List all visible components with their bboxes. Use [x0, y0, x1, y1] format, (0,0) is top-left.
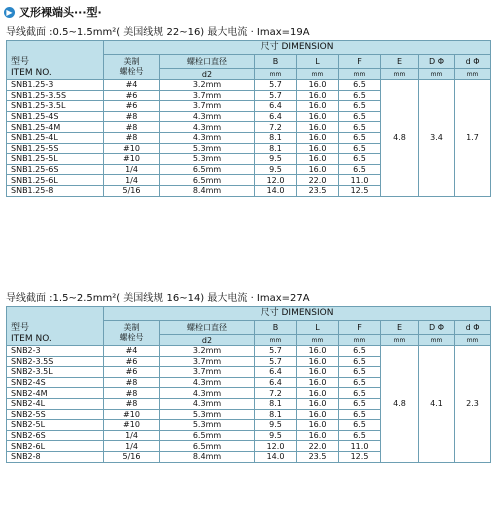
hole-sym-header: d2 [160, 335, 255, 346]
hole-diameter-cell: 3.7mm [160, 356, 255, 367]
b-cell: 6.4 [255, 101, 297, 112]
l-cell: 23.5 [297, 451, 339, 462]
bolt-header: 美制 螺栓号 [104, 55, 160, 80]
model-cell: SNB1.25-6L [7, 175, 104, 186]
hole-diameter-cell: 8.4mm [160, 185, 255, 196]
l-cell: 16.0 [297, 122, 339, 133]
hole-diameter-cell: 6.5mm [160, 164, 255, 175]
bolt-cell: #8 [104, 122, 160, 133]
bullet-icon: ▶ [4, 7, 15, 18]
model-cell: SNB1.25-3 [7, 80, 104, 91]
unit-mm: mm [419, 69, 455, 80]
f-cell: 6.5 [339, 430, 381, 441]
hole-diameter-cell: 3.2mm [160, 346, 255, 357]
model-cell: SNB2-3.5S [7, 356, 104, 367]
model-cell: SNB1.25-5L [7, 154, 104, 165]
hole-diameter-cell: 6.5mm [160, 441, 255, 452]
bolt-cell: #4 [104, 346, 160, 357]
bolt-cell: #6 [104, 101, 160, 112]
bolt-cell: #8 [104, 398, 160, 409]
col-dphi-header: D Φ [419, 321, 455, 335]
unit-mm: mm [297, 335, 339, 346]
l-cell: 23.5 [297, 185, 339, 196]
hole-diameter-cell: 4.3mm [160, 388, 255, 399]
unit-mm: mm [419, 335, 455, 346]
bolt-cell: #8 [104, 377, 160, 388]
hole-diameter-cell: 5.3mm [160, 154, 255, 165]
f-cell: 12.5 [339, 451, 381, 462]
table-row [7, 80, 491, 91]
b-cell: 8.1 [255, 132, 297, 143]
hole-diameter-cell: 3.7mm [160, 90, 255, 101]
model-cell: SNB2-8 [7, 451, 104, 462]
l-cell: 16.0 [297, 388, 339, 399]
l-cell: 16.0 [297, 409, 339, 420]
page-title-text: 叉形裸端头···型· [19, 6, 102, 19]
col-f-header: F [339, 321, 381, 335]
bolt-cell: #6 [104, 356, 160, 367]
b-cell: 12.0 [255, 441, 297, 452]
l-cell: 16.0 [297, 90, 339, 101]
model-cell: SNB1.25-8 [7, 185, 104, 196]
l-cell: 16.0 [297, 346, 339, 357]
hole-diameter-cell: 3.7mm [160, 101, 255, 112]
model-cell: SNB2-6S [7, 430, 104, 441]
b-cell: 9.5 [255, 420, 297, 431]
bolt-cell: 1/4 [104, 441, 160, 452]
l-cell: 16.0 [297, 367, 339, 378]
model-header-en: ITEM NO. [11, 68, 52, 78]
model-cell: SNB1.25-5S [7, 143, 104, 154]
bolt-cell: #6 [104, 367, 160, 378]
spec-section-1 [6, 26, 490, 197]
hole-diameter-cell: 5.3mm [160, 420, 255, 431]
bolt-cell: #10 [104, 143, 160, 154]
model-cell: SNB1.25-4M [7, 122, 104, 133]
b-cell: 9.5 [255, 164, 297, 175]
l-cell: 22.0 [297, 175, 339, 186]
model-cell: SNB1.25-3.5S [7, 90, 104, 101]
bolt-cell: #10 [104, 154, 160, 165]
d-phi-cell: 3.4 [419, 80, 455, 197]
f-cell: 6.5 [339, 80, 381, 91]
f-cell: 6.5 [339, 420, 381, 431]
hole-diameter-cell: 4.3mm [160, 122, 255, 133]
col-e-header: E [381, 321, 419, 335]
model-cell: SNB2-3.5L [7, 367, 104, 378]
bolt-cell: #4 [104, 80, 160, 91]
l-cell: 16.0 [297, 356, 339, 367]
bolt-cell: 1/4 [104, 175, 160, 186]
model-header-en: ITEM NO. [11, 334, 52, 344]
spec-table [6, 40, 491, 197]
b-cell: 9.5 [255, 430, 297, 441]
col-b-header: B [255, 55, 297, 69]
spec-section-2 [6, 292, 490, 463]
b-cell: 7.2 [255, 122, 297, 133]
l-cell: 16.0 [297, 430, 339, 441]
hole-header: 螺栓口直径 [160, 55, 255, 69]
l-cell: 16.0 [297, 111, 339, 122]
col-f-header: F [339, 55, 381, 69]
model-cell: SNB2-4S [7, 377, 104, 388]
spec-table [6, 306, 491, 463]
bolt-cell: #10 [104, 409, 160, 420]
model-cell: SNB2-5S [7, 409, 104, 420]
f-cell: 6.5 [339, 367, 381, 378]
col-l-header: L [297, 321, 339, 335]
l-cell: 22.0 [297, 441, 339, 452]
l-cell: 16.0 [297, 143, 339, 154]
b-cell: 8.1 [255, 398, 297, 409]
unit-mm: mm [455, 335, 491, 346]
unit-mm: mm [455, 69, 491, 80]
model-header [7, 41, 104, 80]
b-cell: 14.0 [255, 451, 297, 462]
col-dphi-header: D Φ [419, 55, 455, 69]
dimension-header: 尺寸 DIMENSION [104, 307, 491, 321]
hole-diameter-cell: 4.3mm [160, 132, 255, 143]
hole-diameter-cell: 4.3mm [160, 398, 255, 409]
unit-mm: mm [381, 69, 419, 80]
bolt-cell: #10 [104, 420, 160, 431]
col-b-header: B [255, 321, 297, 335]
l-cell: 16.0 [297, 80, 339, 91]
bolt-cell: #8 [104, 132, 160, 143]
page-title [4, 4, 102, 20]
b-cell: 6.4 [255, 367, 297, 378]
unit-mm: mm [381, 335, 419, 346]
hole-header: 螺栓口直径 [160, 321, 255, 335]
bolt-cell: 1/4 [104, 164, 160, 175]
unit-mm: mm [339, 335, 381, 346]
model-cell: SNB2-3 [7, 346, 104, 357]
b-cell: 8.1 [255, 143, 297, 154]
model-cell: SNB1.25-3.5L [7, 101, 104, 112]
model-cell: SNB1.25-4L [7, 132, 104, 143]
bolt-cell: 1/4 [104, 430, 160, 441]
f-cell: 6.5 [339, 122, 381, 133]
bolt-cell: 5/16 [104, 451, 160, 462]
b-cell: 8.1 [255, 409, 297, 420]
dimension-header: 尺寸 DIMENSION [104, 41, 491, 55]
hole-diameter-cell: 5.3mm [160, 143, 255, 154]
f-cell: 6.5 [339, 377, 381, 388]
l-cell: 16.0 [297, 154, 339, 165]
f-cell: 6.5 [339, 154, 381, 165]
e-cell: 4.8 [381, 346, 419, 463]
model-header-cn: 型号 [11, 323, 30, 333]
hole-diameter-cell: 5.3mm [160, 409, 255, 420]
hole-sym-header: d2 [160, 69, 255, 80]
model-cell: SNB2-4L [7, 398, 104, 409]
b-cell: 12.0 [255, 175, 297, 186]
bolt-cell: #8 [104, 111, 160, 122]
model-cell: SNB2-5L [7, 420, 104, 431]
section-caption: 导线截面 :0.5~1.5mm²( 美国线规 22~16) 最大电流 · Imax=19A [6, 27, 310, 38]
unit-mm: mm [255, 69, 297, 80]
l-cell: 16.0 [297, 132, 339, 143]
hole-diameter-cell: 4.3mm [160, 111, 255, 122]
f-cell: 6.5 [339, 409, 381, 420]
unit-mm: mm [297, 69, 339, 80]
b-cell: 5.7 [255, 346, 297, 357]
b-cell: 14.0 [255, 185, 297, 196]
l-cell: 16.0 [297, 164, 339, 175]
f-cell: 6.5 [339, 111, 381, 122]
l-cell: 16.0 [297, 101, 339, 112]
f-cell: 6.5 [339, 90, 381, 101]
b-cell: 6.4 [255, 377, 297, 388]
f-cell: 11.0 [339, 175, 381, 186]
model-cell: SNB1.25-6S [7, 164, 104, 175]
model-header-cn: 型号 [11, 57, 30, 67]
f-cell: 6.5 [339, 164, 381, 175]
b-cell: 9.5 [255, 154, 297, 165]
e-cell: 4.8 [381, 80, 419, 197]
unit-mm: mm [255, 335, 297, 346]
hole-diameter-cell: 8.4mm [160, 451, 255, 462]
d-phi-small-cell: 1.7 [455, 80, 491, 197]
f-cell: 6.5 [339, 346, 381, 357]
unit-mm: mm [339, 69, 381, 80]
f-cell: 6.5 [339, 388, 381, 399]
b-cell: 6.4 [255, 111, 297, 122]
f-cell: 6.5 [339, 132, 381, 143]
b-cell: 5.7 [255, 80, 297, 91]
col-dphi-small-header: d Φ [455, 321, 491, 335]
f-cell: 12.5 [339, 185, 381, 196]
model-cell: SNB2-4M [7, 388, 104, 399]
col-e-header: E [381, 55, 419, 69]
hole-diameter-cell: 6.5mm [160, 430, 255, 441]
l-cell: 16.0 [297, 398, 339, 409]
f-cell: 6.5 [339, 398, 381, 409]
f-cell: 11.0 [339, 441, 381, 452]
hole-diameter-cell: 3.7mm [160, 367, 255, 378]
model-cell: SNB2-6L [7, 441, 104, 452]
f-cell: 6.5 [339, 101, 381, 112]
model-header [7, 307, 104, 346]
section-caption: 导线截面 :1.5~2.5mm²( 美国线规 16~14) 最大电流 · Imax=27A [6, 293, 310, 304]
b-cell: 5.7 [255, 356, 297, 367]
f-cell: 6.5 [339, 143, 381, 154]
l-cell: 16.0 [297, 377, 339, 388]
bolt-cell: #6 [104, 90, 160, 101]
col-l-header: L [297, 55, 339, 69]
b-cell: 5.7 [255, 90, 297, 101]
d-phi-cell: 4.1 [419, 346, 455, 463]
table-row [7, 346, 491, 357]
col-dphi-small-header: d Φ [455, 55, 491, 69]
bolt-cell: 5/16 [104, 185, 160, 196]
bolt-cell: #8 [104, 388, 160, 399]
hole-diameter-cell: 4.3mm [160, 377, 255, 388]
hole-diameter-cell: 6.5mm [160, 175, 255, 186]
b-cell: 7.2 [255, 388, 297, 399]
bolt-header: 美制 螺栓号 [104, 321, 160, 346]
f-cell: 6.5 [339, 356, 381, 367]
l-cell: 16.0 [297, 420, 339, 431]
model-cell: SNB1.25-4S [7, 111, 104, 122]
hole-diameter-cell: 3.2mm [160, 80, 255, 91]
d-phi-small-cell: 2.3 [455, 346, 491, 463]
